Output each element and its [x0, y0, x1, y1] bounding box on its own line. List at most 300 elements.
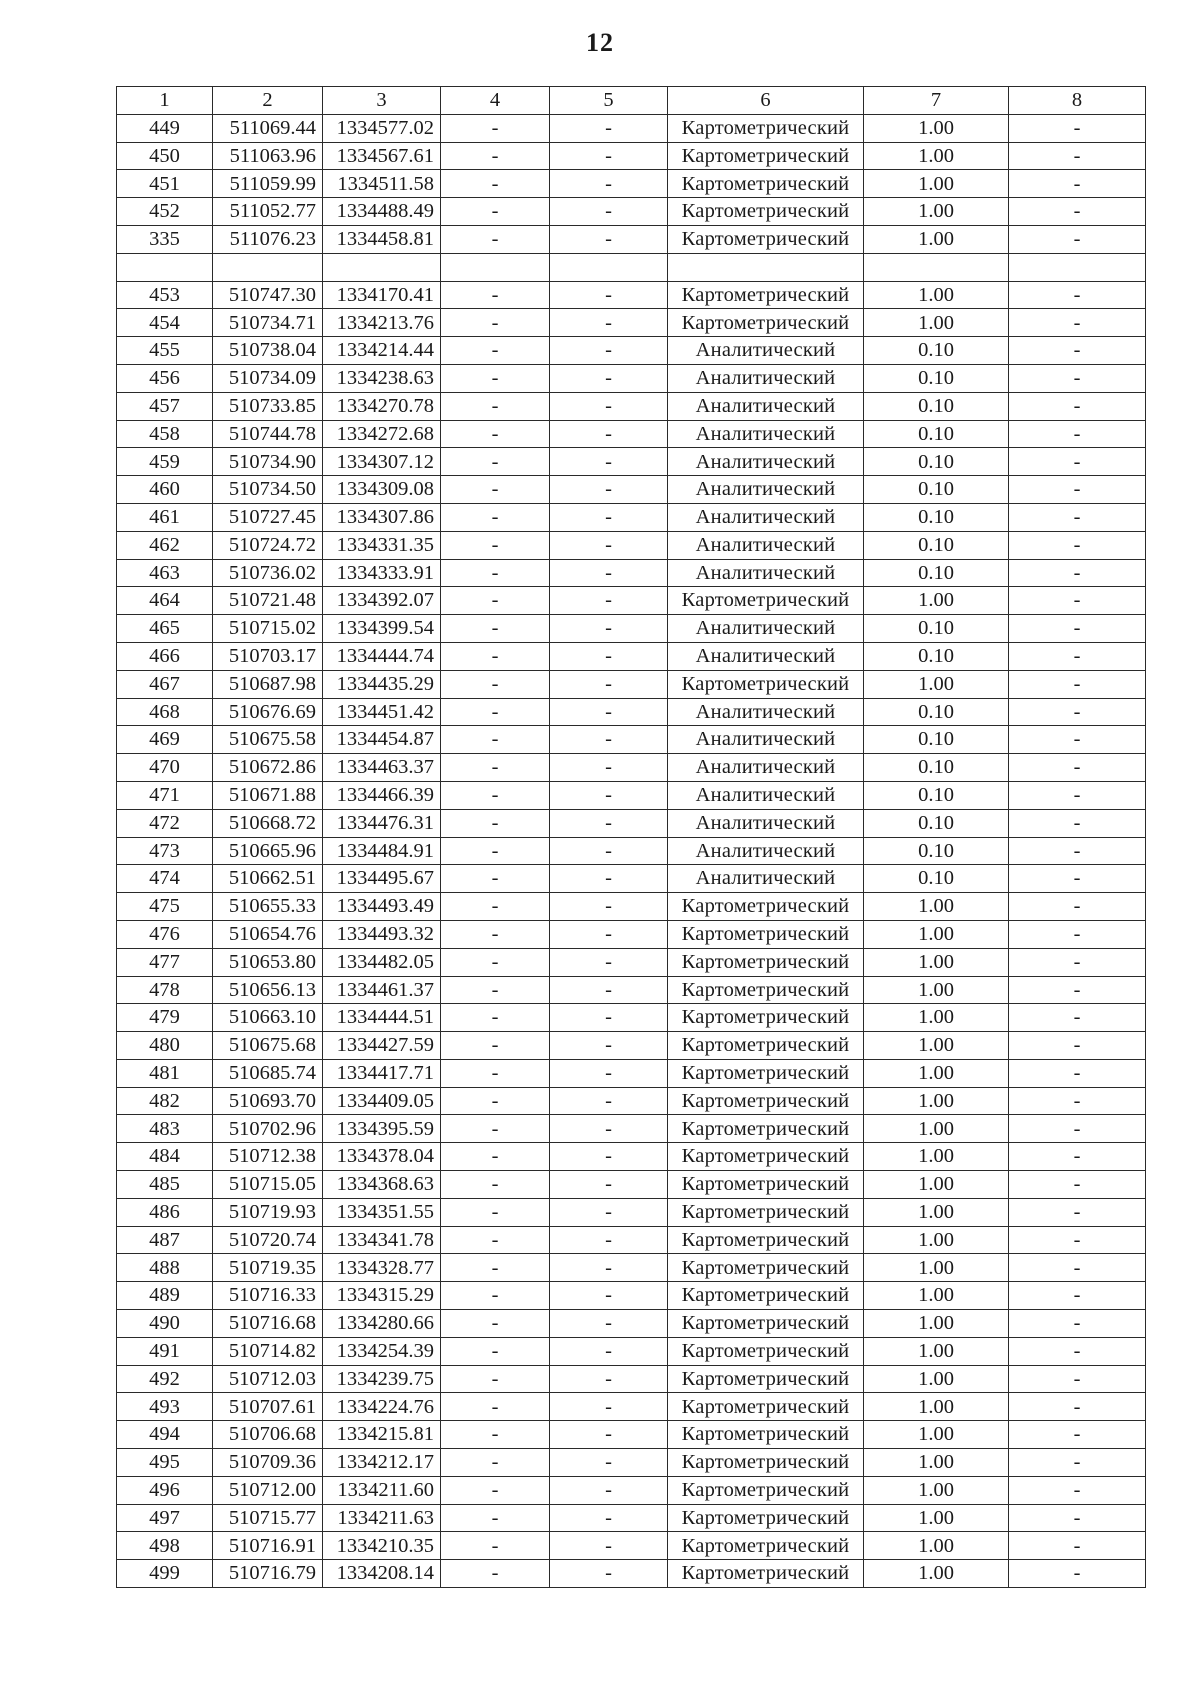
cell-col-8: -	[1009, 1115, 1146, 1143]
cell-accuracy: 0.10	[864, 726, 1009, 754]
cell-accuracy: 0.10	[864, 754, 1009, 782]
cell-col-4: -	[441, 1004, 550, 1032]
cell-coord-y: 1334170.41	[323, 281, 441, 309]
cell-col-5: -	[550, 1282, 668, 1310]
cell-coord-x: 510716.68	[213, 1310, 323, 1338]
cell-coord-y: 1334238.63	[323, 364, 441, 392]
cell-coord-x: 510672.86	[213, 754, 323, 782]
cell-col-8: -	[1009, 726, 1146, 754]
cell-accuracy: 1.00	[864, 1004, 1009, 1032]
cell-method: Картометрический	[668, 1198, 864, 1226]
cell-col-8: -	[1009, 1310, 1146, 1338]
cell-coord-x: 510662.51	[213, 865, 323, 893]
table-row	[117, 893, 1146, 921]
cell-col-8: -	[1009, 503, 1146, 531]
cell-accuracy: 1.00	[864, 1115, 1009, 1143]
cell-accuracy: 1.00	[864, 1254, 1009, 1282]
header-cell-2: 2	[213, 87, 323, 115]
cell-accuracy: 1.00	[864, 198, 1009, 226]
cell-coord-x: 510663.10	[213, 1004, 323, 1032]
cell-col-8: -	[1009, 809, 1146, 837]
cell-coord-x: 510734.71	[213, 309, 323, 337]
cell-col-5: -	[550, 225, 668, 253]
table-row	[117, 754, 1146, 782]
cell-point-number: 463	[117, 559, 213, 587]
cell-accuracy: 1.00	[864, 1337, 1009, 1365]
cell-col-4: -	[441, 309, 550, 337]
cell-point-number: 458	[117, 420, 213, 448]
cell-point-number: 498	[117, 1532, 213, 1560]
cell-col-5: -	[550, 1143, 668, 1171]
cell-coord-y: 1334309.08	[323, 476, 441, 504]
cell-accuracy: 1.00	[864, 1365, 1009, 1393]
cell-coord-y: 1334577.02	[323, 114, 441, 142]
table-row	[117, 1198, 1146, 1226]
table-row	[117, 1004, 1146, 1032]
cell-col-8: -	[1009, 1421, 1146, 1449]
table-row	[117, 1532, 1146, 1560]
cell-coord-x: 510720.74	[213, 1226, 323, 1254]
cell-method: Картометрический	[668, 1393, 864, 1421]
cell-coord-y: 1334454.87	[323, 726, 441, 754]
cell-point-number: 478	[117, 976, 213, 1004]
header-cell-8: 8	[1009, 87, 1146, 115]
cell-point-number: 474	[117, 865, 213, 893]
cell-method: Аналитический	[668, 754, 864, 782]
cell-point-number: 470	[117, 754, 213, 782]
table-row	[117, 198, 1146, 226]
cell-coord-x: 510721.48	[213, 587, 323, 615]
cell-col-8: -	[1009, 893, 1146, 921]
cell-col-5: -	[550, 1087, 668, 1115]
cell-coord-x: 510707.61	[213, 1393, 323, 1421]
cell-coord-x: 510712.03	[213, 1365, 323, 1393]
cell-col-5: -	[550, 837, 668, 865]
table-row	[117, 1032, 1146, 1060]
cell-coord-x: 510671.88	[213, 781, 323, 809]
cell-coord-y: 1334417.71	[323, 1059, 441, 1087]
cell-col-4: -	[441, 1282, 550, 1310]
cell-coord-x: 510693.70	[213, 1087, 323, 1115]
table-row	[117, 503, 1146, 531]
cell-col-8: -	[1009, 1532, 1146, 1560]
table-row	[117, 1059, 1146, 1087]
cell-coord-x: 510715.05	[213, 1171, 323, 1199]
cell-col-8: -	[1009, 920, 1146, 948]
cell-coord-x: 510716.33	[213, 1282, 323, 1310]
table-row	[117, 1115, 1146, 1143]
cell-method: Картометрический	[668, 1532, 864, 1560]
cell-coord-y: 1334341.78	[323, 1226, 441, 1254]
cell-coord-y: 1334214.44	[323, 337, 441, 365]
table-row	[117, 225, 1146, 253]
cell-coord-y: 1334482.05	[323, 948, 441, 976]
cell-col-8: -	[1009, 1254, 1146, 1282]
cell-coord-x: 510655.33	[213, 893, 323, 921]
cell-point-number: 483	[117, 1115, 213, 1143]
table-row	[117, 142, 1146, 170]
table-row	[117, 1226, 1146, 1254]
cell-method: Аналитический	[668, 448, 864, 476]
cell-method: Аналитический	[668, 531, 864, 559]
cell-coord-x: 511063.96	[213, 142, 323, 170]
cell-coord-x: 510709.36	[213, 1449, 323, 1477]
cell-col-4: -	[441, 1310, 550, 1338]
cell-coord-y: 1334331.35	[323, 531, 441, 559]
cell-col-8: -	[1009, 1504, 1146, 1532]
cell-method: Аналитический	[668, 837, 864, 865]
cell-method: Аналитический	[668, 420, 864, 448]
cell-col-5: -	[550, 587, 668, 615]
cell-col-5: -	[550, 1254, 668, 1282]
header-row	[117, 87, 1146, 115]
cell-col-5: -	[550, 364, 668, 392]
cell-method: Картометрический	[668, 1476, 864, 1504]
cell-method: Картометрический	[668, 587, 864, 615]
cell-point-number: 454	[117, 309, 213, 337]
table-row	[117, 1171, 1146, 1199]
cell-coord-y: 1334213.76	[323, 309, 441, 337]
cell-col-5: -	[550, 642, 668, 670]
cell-coord-x: 510687.98	[213, 670, 323, 698]
cell-col-4: -	[441, 420, 550, 448]
cell-col-4: -	[441, 503, 550, 531]
cell-coord-x: 510712.38	[213, 1143, 323, 1171]
cell-point-number: 499	[117, 1560, 213, 1588]
cell-point-number: 449	[117, 114, 213, 142]
cell-col-5: -	[550, 1032, 668, 1060]
cell-col-8: -	[1009, 1226, 1146, 1254]
cell-col-8: -	[1009, 1087, 1146, 1115]
cell-point-number: 472	[117, 809, 213, 837]
cell-coord-x: 510685.74	[213, 1059, 323, 1087]
cell-col-5: -	[550, 1476, 668, 1504]
table-row	[117, 948, 1146, 976]
cell-point-number	[117, 253, 213, 281]
cell-accuracy: 1.00	[864, 1087, 1009, 1115]
cell-coord-y: 1334463.37	[323, 754, 441, 782]
cell-col-5: -	[550, 948, 668, 976]
cell-coord-y: 1334493.49	[323, 893, 441, 921]
cell-point-number: 492	[117, 1365, 213, 1393]
cell-accuracy: 0.10	[864, 531, 1009, 559]
cell-coord-x: 510656.13	[213, 976, 323, 1004]
cell-method: Картометрический	[668, 1504, 864, 1532]
cell-accuracy: 1.00	[864, 893, 1009, 921]
cell-coord-x: 511059.99	[213, 170, 323, 198]
table-row	[117, 337, 1146, 365]
cell-col-4: -	[441, 1532, 550, 1560]
cell-col-5: -	[550, 1393, 668, 1421]
cell-point-number: 450	[117, 142, 213, 170]
cell-col-8: -	[1009, 1198, 1146, 1226]
cell-coord-y: 1334484.91	[323, 837, 441, 865]
cell-col-8: -	[1009, 170, 1146, 198]
cell-col-4: -	[441, 1421, 550, 1449]
cell-point-number: 467	[117, 670, 213, 698]
cell-method: Аналитический	[668, 559, 864, 587]
cell-coord-x: 510675.58	[213, 726, 323, 754]
cell-col-8: -	[1009, 1476, 1146, 1504]
cell-coord-y: 1334210.35	[323, 1532, 441, 1560]
cell-col-5: -	[550, 1115, 668, 1143]
cell-col-4: -	[441, 1226, 550, 1254]
cell-coord-y: 1334444.51	[323, 1004, 441, 1032]
cell-col-5: -	[550, 893, 668, 921]
cell-accuracy: 0.10	[864, 837, 1009, 865]
cell-method: Картометрический	[668, 1365, 864, 1393]
cell-coord-y: 1334466.39	[323, 781, 441, 809]
cell-coord-y: 1334307.86	[323, 503, 441, 531]
cell-point-number: 451	[117, 170, 213, 198]
cell-point-number: 486	[117, 1198, 213, 1226]
cell-method: Аналитический	[668, 642, 864, 670]
table-row	[117, 1560, 1146, 1588]
cell-col-4: -	[441, 1365, 550, 1393]
cell-col-8: -	[1009, 309, 1146, 337]
cell-method: Аналитический	[668, 337, 864, 365]
cell-method: Картометрический	[668, 1254, 864, 1282]
cell-coord-x: 510665.96	[213, 837, 323, 865]
cell-method: Картометрический	[668, 1282, 864, 1310]
cell-coord-y: 1334211.60	[323, 1476, 441, 1504]
cell-col-4: -	[441, 114, 550, 142]
cell-col-4	[441, 253, 550, 281]
cell-accuracy: 1.00	[864, 1198, 1009, 1226]
cell-col-5: -	[550, 198, 668, 226]
table-row	[117, 809, 1146, 837]
cell-coord-x: 510734.50	[213, 476, 323, 504]
cell-accuracy: 1.00	[864, 170, 1009, 198]
cell-method: Картометрический	[668, 309, 864, 337]
cell-col-5: -	[550, 809, 668, 837]
cell-col-5: -	[550, 559, 668, 587]
cell-col-4: -	[441, 1032, 550, 1060]
cell-col-5: -	[550, 920, 668, 948]
cell-coord-x: 510712.00	[213, 1476, 323, 1504]
cell-point-number: 489	[117, 1282, 213, 1310]
cell-col-8: -	[1009, 1032, 1146, 1060]
cell-accuracy: 0.10	[864, 642, 1009, 670]
cell-point-number: 496	[117, 1476, 213, 1504]
cell-accuracy: 1.00	[864, 142, 1009, 170]
cell-accuracy: 0.10	[864, 337, 1009, 365]
table-row	[117, 1393, 1146, 1421]
cell-method: Аналитический	[668, 698, 864, 726]
cell-col-8: -	[1009, 1171, 1146, 1199]
table-row	[117, 781, 1146, 809]
cell-method: Аналитический	[668, 726, 864, 754]
cell-col-8: -	[1009, 476, 1146, 504]
table-row	[117, 1087, 1146, 1115]
cell-accuracy: 0.10	[864, 448, 1009, 476]
cell-col-8: -	[1009, 337, 1146, 365]
cell-col-4: -	[441, 1087, 550, 1115]
cell-col-4: -	[441, 837, 550, 865]
cell-col-4: -	[441, 615, 550, 643]
cell-method: Картометрический	[668, 1115, 864, 1143]
cell-col-5: -	[550, 1171, 668, 1199]
cell-method: Картометрический	[668, 1560, 864, 1588]
cell-col-4: -	[441, 587, 550, 615]
cell-col-8: -	[1009, 392, 1146, 420]
cell-accuracy: 1.00	[864, 225, 1009, 253]
cell-col-4: -	[441, 1254, 550, 1282]
cell-col-8: -	[1009, 1059, 1146, 1087]
cell-method: Картометрический	[668, 920, 864, 948]
table-row	[117, 920, 1146, 948]
cell-col-5: -	[550, 114, 668, 142]
cell-accuracy: 1.00	[864, 1310, 1009, 1338]
table-row	[117, 1143, 1146, 1171]
table-row	[117, 114, 1146, 142]
cell-coord-y: 1334254.39	[323, 1337, 441, 1365]
cell-col-5: -	[550, 865, 668, 893]
cell-coord-x	[213, 253, 323, 281]
cell-coord-x: 510727.45	[213, 503, 323, 531]
cell-accuracy: 1.00	[864, 1421, 1009, 1449]
cell-coord-y: 1334493.32	[323, 920, 441, 948]
cell-col-5: -	[550, 1532, 668, 1560]
cell-col-5: -	[550, 1004, 668, 1032]
cell-col-5: -	[550, 392, 668, 420]
cell-col-8: -	[1009, 587, 1146, 615]
cell-accuracy: 0.10	[864, 420, 1009, 448]
table-row	[117, 1365, 1146, 1393]
cell-col-5: -	[550, 1226, 668, 1254]
cell-method: Картометрический	[668, 1337, 864, 1365]
cell-col-5: -	[550, 448, 668, 476]
cell-point-number: 473	[117, 837, 213, 865]
cell-coord-x: 510716.79	[213, 1560, 323, 1588]
cell-method: Картометрический	[668, 114, 864, 142]
cell-col-4: -	[441, 1198, 550, 1226]
cell-coord-y: 1334208.14	[323, 1560, 441, 1588]
cell-col-4: -	[441, 754, 550, 782]
cell-col-4: -	[441, 726, 550, 754]
cell-coord-y: 1334495.67	[323, 865, 441, 893]
cell-coord-x: 510738.04	[213, 337, 323, 365]
table-row	[117, 281, 1146, 309]
cell-method: Аналитический	[668, 503, 864, 531]
cell-coord-x: 510675.68	[213, 1032, 323, 1060]
cell-col-5: -	[550, 1337, 668, 1365]
cell-method: Картометрический	[668, 198, 864, 226]
cell-accuracy: 0.10	[864, 476, 1009, 504]
cell-col-4: -	[441, 670, 550, 698]
cell-coord-x: 510715.77	[213, 1504, 323, 1532]
cell-col-8: -	[1009, 198, 1146, 226]
table-row	[117, 1449, 1146, 1477]
cell-col-4: -	[441, 1171, 550, 1199]
cell-col-4: -	[441, 948, 550, 976]
cell-point-number: 484	[117, 1143, 213, 1171]
table-row	[117, 1504, 1146, 1532]
cell-point-number: 460	[117, 476, 213, 504]
cell-method: Аналитический	[668, 476, 864, 504]
cell-col-4: -	[441, 225, 550, 253]
cell-col-8: -	[1009, 781, 1146, 809]
table-row	[117, 476, 1146, 504]
cell-col-8: -	[1009, 1282, 1146, 1310]
cell-method: Картометрический	[668, 670, 864, 698]
cell-coord-x: 510744.78	[213, 420, 323, 448]
cell-coord-y: 1334224.76	[323, 1393, 441, 1421]
cell-col-8: -	[1009, 1393, 1146, 1421]
cell-col-5: -	[550, 142, 668, 170]
cell-coord-y: 1334368.63	[323, 1171, 441, 1199]
cell-method: Картометрический	[668, 893, 864, 921]
cell-col-8: -	[1009, 754, 1146, 782]
cell-col-4: -	[441, 364, 550, 392]
cell-col-5: -	[550, 476, 668, 504]
cell-col-8: -	[1009, 615, 1146, 643]
cell-point-number: 456	[117, 364, 213, 392]
cell-accuracy: 0.10	[864, 364, 1009, 392]
cell-method: Аналитический	[668, 781, 864, 809]
table-row	[117, 587, 1146, 615]
cell-coord-x: 510719.93	[213, 1198, 323, 1226]
cell-point-number: 453	[117, 281, 213, 309]
cell-coord-y: 1334488.49	[323, 198, 441, 226]
cell-coord-x: 511076.23	[213, 225, 323, 253]
cell-method: Аналитический	[668, 615, 864, 643]
header-cell-5: 5	[550, 87, 668, 115]
cell-coord-y: 1334239.75	[323, 1365, 441, 1393]
cell-col-4: -	[441, 1143, 550, 1171]
cell-accuracy: 1.00	[864, 281, 1009, 309]
cell-col-5: -	[550, 1365, 668, 1393]
cell-col-4: -	[441, 1504, 550, 1532]
cell-accuracy: 1.00	[864, 1143, 1009, 1171]
cell-method: Аналитический	[668, 809, 864, 837]
table-row	[117, 420, 1146, 448]
cell-coord-x: 510719.35	[213, 1254, 323, 1282]
table-row	[117, 364, 1146, 392]
table-row	[117, 726, 1146, 754]
page-number: 12	[586, 28, 614, 57]
cell-coord-x: 510724.72	[213, 531, 323, 559]
cell-point-number: 479	[117, 1004, 213, 1032]
cell-col-5	[550, 253, 668, 281]
table-row	[117, 559, 1146, 587]
cell-coord-x: 510706.68	[213, 1421, 323, 1449]
cell-coord-y: 1334351.55	[323, 1198, 441, 1226]
table-row	[117, 670, 1146, 698]
cell-coord-y: 1334212.17	[323, 1449, 441, 1477]
cell-method: Картометрический	[668, 225, 864, 253]
cell-coord-y: 1334511.58	[323, 170, 441, 198]
cell-accuracy: 0.10	[864, 615, 1009, 643]
table-row	[117, 837, 1146, 865]
cell-accuracy: 1.00	[864, 1476, 1009, 1504]
cell-point-number: 335	[117, 225, 213, 253]
table-row	[117, 309, 1146, 337]
table-row	[117, 1254, 1146, 1282]
cell-col-8: -	[1009, 1143, 1146, 1171]
cell-accuracy	[864, 253, 1009, 281]
table-row	[117, 976, 1146, 1004]
cell-coord-x: 510715.02	[213, 615, 323, 643]
cell-col-4: -	[441, 865, 550, 893]
cell-col-8: -	[1009, 1004, 1146, 1032]
cell-col-5: -	[550, 531, 668, 559]
cell-col-4: -	[441, 1449, 550, 1477]
cell-col-8: -	[1009, 142, 1146, 170]
coordinates-table	[116, 86, 1146, 1588]
cell-col-5: -	[550, 309, 668, 337]
cell-method: Картометрический	[668, 1059, 864, 1087]
